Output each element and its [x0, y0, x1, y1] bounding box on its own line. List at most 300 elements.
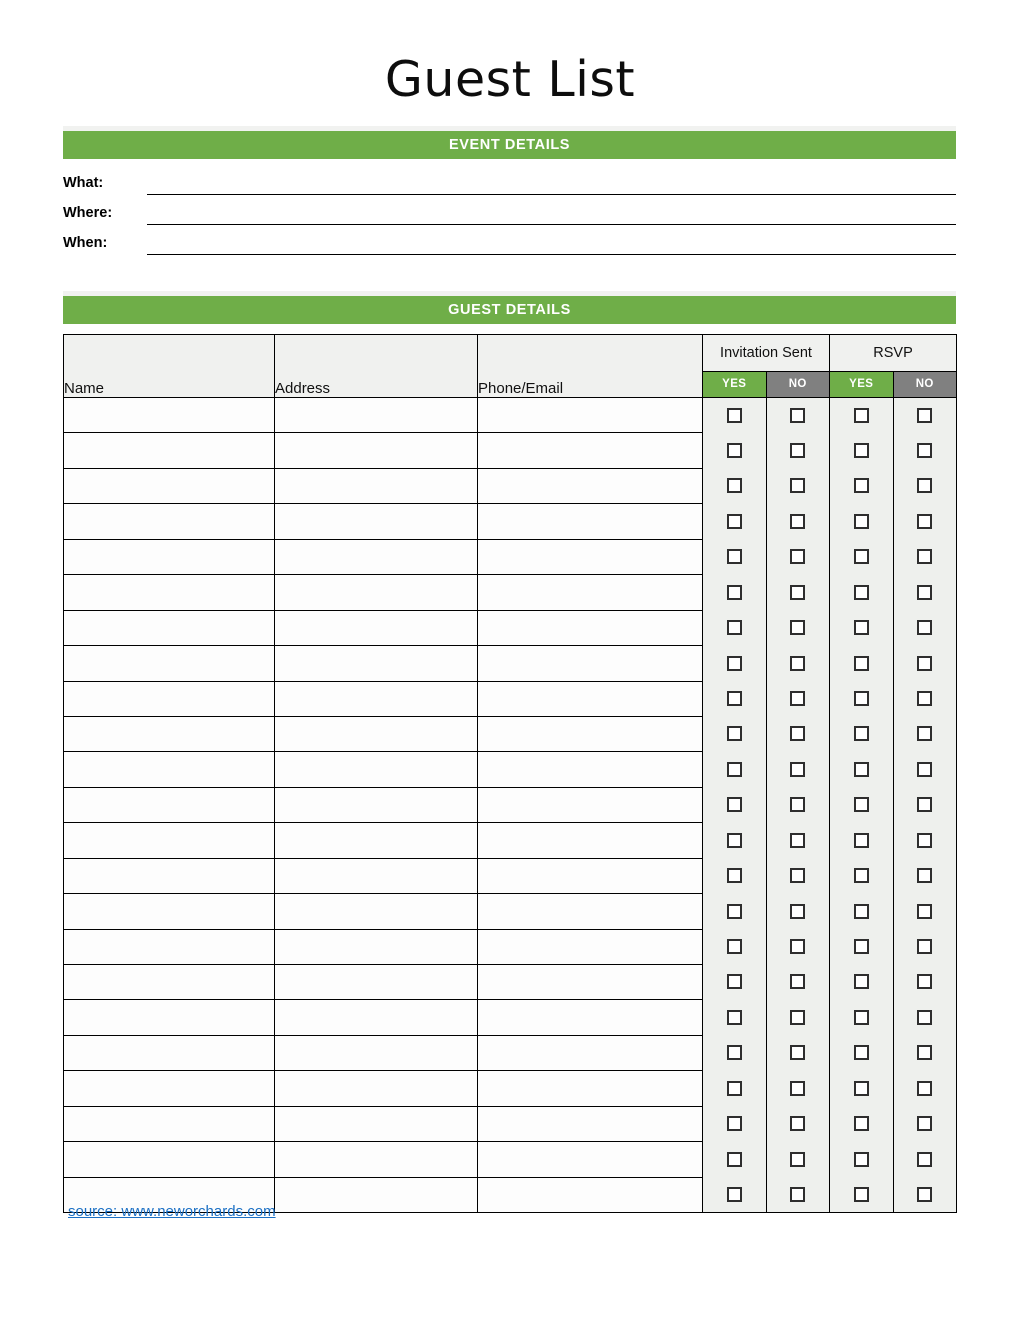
checkbox-icon[interactable]	[727, 656, 742, 671]
checkbox-cell-invitation-sent-no[interactable]	[766, 1071, 830, 1106]
checkbox-cell-invitation-sent-no[interactable]	[766, 716, 830, 751]
checkbox-cell-rsvp-yes[interactable]	[830, 1035, 894, 1070]
checkbox-cell-rsvp-no[interactable]	[893, 823, 957, 858]
checkbox-icon[interactable]	[854, 904, 869, 919]
checkbox-cell-invitation-sent-no[interactable]	[766, 681, 830, 716]
column-header-rsvp-yes: YES	[830, 371, 894, 397]
checkbox-cell-rsvp-yes[interactable]	[830, 752, 894, 787]
table-row	[64, 539, 957, 574]
guest-details-band-label: GUEST DETAILS	[63, 296, 956, 324]
checkbox-icon[interactable]	[854, 1116, 869, 1131]
cell-phone-email[interactable]	[478, 504, 703, 539]
checkbox-cell-rsvp-yes[interactable]	[830, 787, 894, 822]
cell-address[interactable]	[275, 610, 478, 645]
cell-phone-email[interactable]	[478, 433, 703, 468]
checkbox-icon[interactable]	[790, 868, 805, 883]
cell-phone-email[interactable]	[478, 681, 703, 716]
table-row	[64, 1000, 957, 1035]
checkbox-icon[interactable]	[790, 408, 805, 423]
checkbox-icon[interactable]	[727, 1187, 742, 1202]
checkbox-icon[interactable]	[854, 762, 869, 777]
checkbox-cell-invitation-sent-no[interactable]	[766, 433, 830, 468]
cell-address[interactable]	[275, 539, 478, 574]
cell-name[interactable]	[64, 823, 275, 858]
checkbox-icon[interactable]	[790, 514, 805, 529]
cell-phone-email[interactable]	[478, 752, 703, 787]
checkbox-icon[interactable]	[790, 656, 805, 671]
checkbox-cell-invitation-sent-yes[interactable]	[703, 433, 767, 468]
column-header-name: Name	[64, 335, 275, 398]
table-header-row-top	[64, 335, 957, 372]
column-header-rsvp-no: NO	[893, 371, 957, 397]
checkbox-icon[interactable]	[727, 1152, 742, 1167]
checkbox-cell-invitation-sent-no[interactable]	[766, 787, 830, 822]
cell-phone-email[interactable]	[478, 610, 703, 645]
column-group-header-invitation-sent: Invitation Sent	[703, 335, 830, 372]
checkbox-cell-rsvp-no[interactable]	[893, 575, 957, 610]
checkbox-cell-invitation-sent-yes[interactable]	[703, 468, 767, 503]
checkbox-cell-rsvp-yes[interactable]	[830, 610, 894, 645]
cell-name[interactable]	[64, 1106, 275, 1141]
event-field-where	[63, 195, 956, 225]
cell-address[interactable]	[275, 468, 478, 503]
cell-address[interactable]	[275, 398, 478, 433]
checkbox-cell-invitation-sent-yes[interactable]	[703, 1000, 767, 1035]
checkbox-icon[interactable]	[727, 1116, 742, 1131]
checkbox-icon[interactable]	[854, 1187, 869, 1202]
checkbox-cell-rsvp-no[interactable]	[893, 1106, 957, 1141]
cell-phone-email[interactable]	[478, 398, 703, 433]
checkbox-icon[interactable]	[854, 656, 869, 671]
checkbox-cell-invitation-sent-yes[interactable]	[703, 1142, 767, 1177]
cell-name[interactable]	[64, 610, 275, 645]
checkbox-cell-invitation-sent-no[interactable]	[766, 1035, 830, 1070]
checkbox-cell-rsvp-yes[interactable]	[830, 894, 894, 929]
checkbox-cell-rsvp-no[interactable]	[893, 1071, 957, 1106]
checkbox-cell-invitation-sent-yes[interactable]	[703, 646, 767, 681]
checkbox-icon[interactable]	[917, 868, 932, 883]
checkbox-cell-invitation-sent-yes[interactable]	[703, 716, 767, 751]
event-field-what-label: What:	[63, 175, 104, 191]
event-details-section-header	[63, 126, 956, 159]
checkbox-icon[interactable]	[727, 549, 742, 564]
checkbox-icon[interactable]	[917, 833, 932, 848]
table-row	[64, 433, 957, 468]
checkbox-cell-invitation-sent-yes[interactable]	[703, 1177, 767, 1212]
checkbox-cell-invitation-sent-yes[interactable]	[703, 894, 767, 929]
checkbox-cell-rsvp-no[interactable]	[893, 504, 957, 539]
cell-phone-email[interactable]	[478, 1177, 703, 1212]
cell-name[interactable]	[64, 858, 275, 893]
checkbox-icon[interactable]	[727, 797, 742, 812]
checkbox-cell-invitation-sent-no[interactable]	[766, 965, 830, 1000]
checkbox-icon[interactable]	[727, 762, 742, 777]
cell-name[interactable]	[64, 929, 275, 964]
checkbox-icon[interactable]	[854, 549, 869, 564]
checkbox-cell-invitation-sent-no[interactable]	[766, 646, 830, 681]
cell-address[interactable]	[275, 1071, 478, 1106]
event-field-what-input[interactable]	[147, 168, 956, 195]
cell-name[interactable]	[64, 965, 275, 1000]
guest-details-section-header	[63, 291, 956, 324]
cell-phone-email[interactable]	[478, 575, 703, 610]
checkbox-icon[interactable]	[854, 833, 869, 848]
checkbox-cell-invitation-sent-yes[interactable]	[703, 1071, 767, 1106]
checkbox-icon[interactable]	[854, 797, 869, 812]
cell-phone-email[interactable]	[478, 716, 703, 751]
checkbox-icon[interactable]	[790, 762, 805, 777]
checkbox-icon[interactable]	[854, 726, 869, 741]
cell-name[interactable]	[64, 575, 275, 610]
cell-phone-email[interactable]	[478, 1071, 703, 1106]
cell-phone-email[interactable]	[478, 646, 703, 681]
checkbox-cell-invitation-sent-yes[interactable]	[703, 398, 767, 433]
cell-address[interactable]	[275, 1000, 478, 1035]
checkbox-icon[interactable]	[727, 408, 742, 423]
checkbox-icon[interactable]	[727, 585, 742, 600]
checkbox-icon[interactable]	[854, 868, 869, 883]
cell-address[interactable]	[275, 1106, 478, 1141]
cell-phone-email[interactable]	[478, 539, 703, 574]
checkbox-icon[interactable]	[854, 478, 869, 493]
footer	[68, 1203, 276, 1220]
checkbox-icon[interactable]	[790, 1116, 805, 1131]
event-field-when	[63, 225, 956, 255]
checkbox-icon[interactable]	[790, 1081, 805, 1096]
checkbox-icon[interactable]	[790, 620, 805, 635]
checkbox-icon[interactable]	[917, 762, 932, 777]
cell-name[interactable]	[64, 433, 275, 468]
cell-phone-email[interactable]	[478, 1035, 703, 1070]
checkbox-icon[interactable]	[727, 904, 742, 919]
cell-name[interactable]	[64, 1000, 275, 1035]
checkbox-cell-rsvp-no[interactable]	[893, 610, 957, 645]
checkbox-cell-rsvp-no[interactable]	[893, 539, 957, 574]
table-row	[64, 787, 957, 822]
cell-address[interactable]	[275, 1142, 478, 1177]
checkbox-icon[interactable]	[790, 726, 805, 741]
cell-name[interactable]	[64, 646, 275, 681]
cell-address[interactable]	[275, 929, 478, 964]
cell-address[interactable]	[275, 504, 478, 539]
checkbox-cell-rsvp-no[interactable]	[893, 1035, 957, 1070]
column-group-header-rsvp: RSVP	[830, 335, 957, 372]
checkbox-icon[interactable]	[917, 904, 932, 919]
checkbox-icon[interactable]	[917, 797, 932, 812]
checkbox-cell-rsvp-yes[interactable]	[830, 1000, 894, 1035]
checkbox-cell-rsvp-yes[interactable]	[830, 468, 894, 503]
page-title: Guest List	[384, 51, 636, 108]
checkbox-icon[interactable]	[854, 620, 869, 635]
checkbox-icon[interactable]	[917, 1187, 932, 1202]
event-field-what	[63, 165, 956, 195]
table-row	[64, 929, 957, 964]
table-header	[64, 335, 957, 398]
checkbox-icon[interactable]	[854, 443, 869, 458]
checkbox-icon[interactable]	[727, 1081, 742, 1096]
cell-phone-email[interactable]	[478, 965, 703, 1000]
checkbox-icon[interactable]	[917, 443, 932, 458]
checkbox-cell-rsvp-no[interactable]	[893, 468, 957, 503]
cell-phone-email[interactable]	[478, 1000, 703, 1035]
checkbox-cell-rsvp-yes[interactable]	[830, 965, 894, 1000]
checkbox-cell-invitation-sent-no[interactable]	[766, 1000, 830, 1035]
cell-phone-email[interactable]	[478, 894, 703, 929]
checkbox-cell-rsvp-no[interactable]	[893, 646, 957, 681]
checkbox-cell-invitation-sent-no[interactable]	[766, 1142, 830, 1177]
checkbox-cell-invitation-sent-no[interactable]	[766, 823, 830, 858]
checkbox-cell-invitation-sent-yes[interactable]	[703, 681, 767, 716]
checkbox-cell-invitation-sent-no[interactable]	[766, 752, 830, 787]
cell-address[interactable]	[275, 752, 478, 787]
checkbox-icon[interactable]	[917, 549, 932, 564]
column-header-address: Address	[275, 335, 478, 398]
table-row	[64, 965, 957, 1000]
cell-phone-email[interactable]	[478, 929, 703, 964]
checkbox-icon[interactable]	[917, 726, 932, 741]
checkbox-cell-rsvp-no[interactable]	[893, 716, 957, 751]
checkbox-cell-invitation-sent-yes[interactable]	[703, 752, 767, 787]
cell-phone-email[interactable]	[478, 858, 703, 893]
cell-phone-email[interactable]	[478, 1142, 703, 1177]
cell-phone-email[interactable]	[478, 823, 703, 858]
checkbox-cell-invitation-sent-yes[interactable]	[703, 504, 767, 539]
checkbox-cell-rsvp-no[interactable]	[893, 681, 957, 716]
checkbox-cell-rsvp-yes[interactable]	[830, 716, 894, 751]
checkbox-cell-rsvp-yes[interactable]	[830, 1142, 894, 1177]
checkbox-cell-rsvp-no[interactable]	[893, 929, 957, 964]
cell-address[interactable]	[275, 646, 478, 681]
cell-address[interactable]	[275, 1035, 478, 1070]
checkbox-icon[interactable]	[854, 1152, 869, 1167]
checkbox-cell-rsvp-no[interactable]	[893, 1142, 957, 1177]
cell-phone-email[interactable]	[478, 468, 703, 503]
checkbox-icon[interactable]	[854, 1010, 869, 1025]
checkbox-cell-rsvp-yes[interactable]	[830, 539, 894, 574]
table-row	[64, 1142, 957, 1177]
cell-address[interactable]	[275, 823, 478, 858]
checkbox-cell-rsvp-yes[interactable]	[830, 858, 894, 893]
cell-name[interactable]	[64, 752, 275, 787]
cell-name[interactable]	[64, 681, 275, 716]
cell-address[interactable]	[275, 787, 478, 822]
cell-phone-email[interactable]	[478, 787, 703, 822]
checkbox-cell-invitation-sent-yes[interactable]	[703, 823, 767, 858]
cell-address[interactable]	[275, 858, 478, 893]
checkbox-icon[interactable]	[790, 1152, 805, 1167]
checkbox-icon[interactable]	[854, 939, 869, 954]
checkbox-cell-invitation-sent-no[interactable]	[766, 1106, 830, 1141]
checkbox-icon[interactable]	[790, 1010, 805, 1025]
checkbox-icon[interactable]	[790, 549, 805, 564]
event-field-when-label: When:	[63, 235, 108, 251]
checkbox-icon[interactable]	[727, 1045, 742, 1060]
cell-name[interactable]	[64, 468, 275, 503]
checkbox-cell-rsvp-no[interactable]	[893, 398, 957, 433]
checkbox-cell-invitation-sent-no[interactable]	[766, 539, 830, 574]
cell-name[interactable]	[64, 504, 275, 539]
cell-name[interactable]	[64, 1071, 275, 1106]
event-field-where-label: Where:	[63, 205, 113, 221]
checkbox-cell-invitation-sent-no[interactable]	[766, 504, 830, 539]
checkbox-icon[interactable]	[727, 726, 742, 741]
checkbox-icon[interactable]	[854, 1081, 869, 1096]
event-field-where-input[interactable]	[147, 198, 956, 225]
cell-phone-email[interactable]	[478, 1106, 703, 1141]
column-header-invitation-yes: YES	[703, 371, 767, 397]
checkbox-icon[interactable]	[917, 1116, 932, 1131]
checkbox-cell-invitation-sent-yes[interactable]	[703, 787, 767, 822]
checkbox-icon[interactable]	[790, 478, 805, 493]
checkbox-icon[interactable]	[917, 1010, 932, 1025]
table-row	[64, 504, 957, 539]
checkbox-icon[interactable]	[790, 443, 805, 458]
checkbox-cell-rsvp-no[interactable]	[893, 894, 957, 929]
cell-name[interactable]	[64, 1142, 275, 1177]
checkbox-icon[interactable]	[917, 620, 932, 635]
cell-name[interactable]	[64, 1035, 275, 1070]
cell-name[interactable]	[64, 398, 275, 433]
cell-name[interactable]	[64, 894, 275, 929]
checkbox-cell-invitation-sent-yes[interactable]	[703, 965, 767, 1000]
cell-address[interactable]	[275, 681, 478, 716]
checkbox-icon[interactable]	[917, 408, 932, 423]
table-row	[64, 894, 957, 929]
checkbox-cell-invitation-sent-yes[interactable]	[703, 929, 767, 964]
checkbox-icon[interactable]	[727, 868, 742, 883]
checkbox-icon[interactable]	[727, 514, 742, 529]
cell-address[interactable]	[275, 716, 478, 751]
table-row	[64, 1071, 957, 1106]
checkbox-cell-rsvp-no[interactable]	[893, 858, 957, 893]
checkbox-icon[interactable]	[727, 478, 742, 493]
checkbox-icon[interactable]	[917, 691, 932, 706]
checkbox-icon[interactable]	[854, 691, 869, 706]
checkbox-cell-rsvp-no[interactable]	[893, 965, 957, 1000]
cell-address[interactable]	[275, 1177, 478, 1212]
checkbox-icon[interactable]	[790, 1045, 805, 1060]
checkbox-icon[interactable]	[790, 691, 805, 706]
checkbox-cell-rsvp-yes[interactable]	[830, 823, 894, 858]
table-row	[64, 575, 957, 610]
checkbox-cell-rsvp-yes[interactable]	[830, 398, 894, 433]
cell-address[interactable]	[275, 965, 478, 1000]
checkbox-icon[interactable]	[790, 1187, 805, 1202]
checkbox-icon[interactable]	[727, 620, 742, 635]
table-body	[64, 398, 957, 1213]
checkbox-cell-invitation-sent-yes[interactable]	[703, 858, 767, 893]
cell-name[interactable]	[64, 716, 275, 751]
table-row	[64, 858, 957, 893]
checkbox-cell-rsvp-yes[interactable]	[830, 929, 894, 964]
checkbox-icon[interactable]	[854, 408, 869, 423]
table-row	[64, 1106, 957, 1141]
checkbox-icon[interactable]	[917, 1045, 932, 1060]
checkbox-cell-invitation-sent-yes[interactable]	[703, 610, 767, 645]
checkbox-icon[interactable]	[790, 585, 805, 600]
checkbox-cell-invitation-sent-no[interactable]	[766, 858, 830, 893]
checkbox-cell-rsvp-yes[interactable]	[830, 575, 894, 610]
source-link[interactable]: source: www.neworchards.com	[68, 1203, 276, 1220]
checkbox-cell-rsvp-yes[interactable]	[830, 504, 894, 539]
table-row	[64, 752, 957, 787]
checkbox-cell-invitation-sent-no[interactable]	[766, 575, 830, 610]
checkbox-cell-rsvp-yes[interactable]	[830, 433, 894, 468]
event-details-fields	[63, 165, 956, 255]
cell-address[interactable]	[275, 575, 478, 610]
checkbox-cell-rsvp-no[interactable]	[893, 752, 957, 787]
checkbox-icon[interactable]	[790, 797, 805, 812]
checkbox-cell-rsvp-no[interactable]	[893, 1000, 957, 1035]
checkbox-icon[interactable]	[917, 939, 932, 954]
event-details-band-label: EVENT DETAILS	[63, 131, 956, 159]
checkbox-cell-rsvp-no[interactable]	[893, 433, 957, 468]
checkbox-cell-rsvp-yes[interactable]	[830, 646, 894, 681]
checkbox-icon[interactable]	[917, 478, 932, 493]
checkbox-icon[interactable]	[727, 1010, 742, 1025]
checkbox-icon[interactable]	[917, 974, 932, 989]
checkbox-icon[interactable]	[727, 974, 742, 989]
checkbox-cell-rsvp-yes[interactable]	[830, 1177, 894, 1212]
checkbox-icon[interactable]	[854, 585, 869, 600]
checkbox-cell-invitation-sent-no[interactable]	[766, 1177, 830, 1212]
checkbox-icon[interactable]	[917, 514, 932, 529]
checkbox-icon[interactable]	[854, 1045, 869, 1060]
checkbox-cell-rsvp-no[interactable]	[893, 1177, 957, 1212]
checkbox-cell-invitation-sent-yes[interactable]	[703, 575, 767, 610]
cell-name[interactable]	[64, 787, 275, 822]
checkbox-cell-invitation-sent-no[interactable]	[766, 929, 830, 964]
cell-address[interactable]	[275, 894, 478, 929]
cell-name[interactable]	[64, 539, 275, 574]
checkbox-icon[interactable]	[790, 939, 805, 954]
table-row	[64, 716, 957, 751]
table-row	[64, 610, 957, 645]
column-header-invitation-no: NO	[766, 371, 830, 397]
checkbox-icon[interactable]	[727, 833, 742, 848]
checkbox-icon[interactable]	[917, 1152, 932, 1167]
table-row	[64, 823, 957, 858]
checkbox-icon[interactable]	[790, 904, 805, 919]
checkbox-icon[interactable]	[917, 656, 932, 671]
checkbox-cell-invitation-sent-no[interactable]	[766, 610, 830, 645]
checkbox-icon[interactable]	[854, 514, 869, 529]
checkbox-cell-invitation-sent-yes[interactable]	[703, 1106, 767, 1141]
checkbox-cell-rsvp-yes[interactable]	[830, 681, 894, 716]
checkbox-cell-invitation-sent-yes[interactable]	[703, 539, 767, 574]
checkbox-cell-rsvp-yes[interactable]	[830, 1106, 894, 1141]
guest-details-table	[63, 334, 957, 1213]
checkbox-icon[interactable]	[727, 939, 742, 954]
cell-address[interactable]	[275, 433, 478, 468]
checkbox-cell-invitation-sent-no[interactable]	[766, 894, 830, 929]
checkbox-icon[interactable]	[727, 691, 742, 706]
checkbox-cell-rsvp-no[interactable]	[893, 787, 957, 822]
checkbox-icon[interactable]	[790, 833, 805, 848]
checkbox-icon[interactable]	[917, 585, 932, 600]
checkbox-icon[interactable]	[854, 974, 869, 989]
checkbox-cell-invitation-sent-no[interactable]	[766, 468, 830, 503]
checkbox-icon[interactable]	[727, 443, 742, 458]
checkbox-cell-rsvp-yes[interactable]	[830, 1071, 894, 1106]
checkbox-cell-invitation-sent-yes[interactable]	[703, 1035, 767, 1070]
table-row	[64, 1035, 957, 1070]
table-row	[64, 468, 957, 503]
checkbox-cell-invitation-sent-no[interactable]	[766, 398, 830, 433]
event-field-when-input[interactable]	[147, 228, 956, 255]
checkbox-icon[interactable]	[790, 974, 805, 989]
checkbox-icon[interactable]	[917, 1081, 932, 1096]
